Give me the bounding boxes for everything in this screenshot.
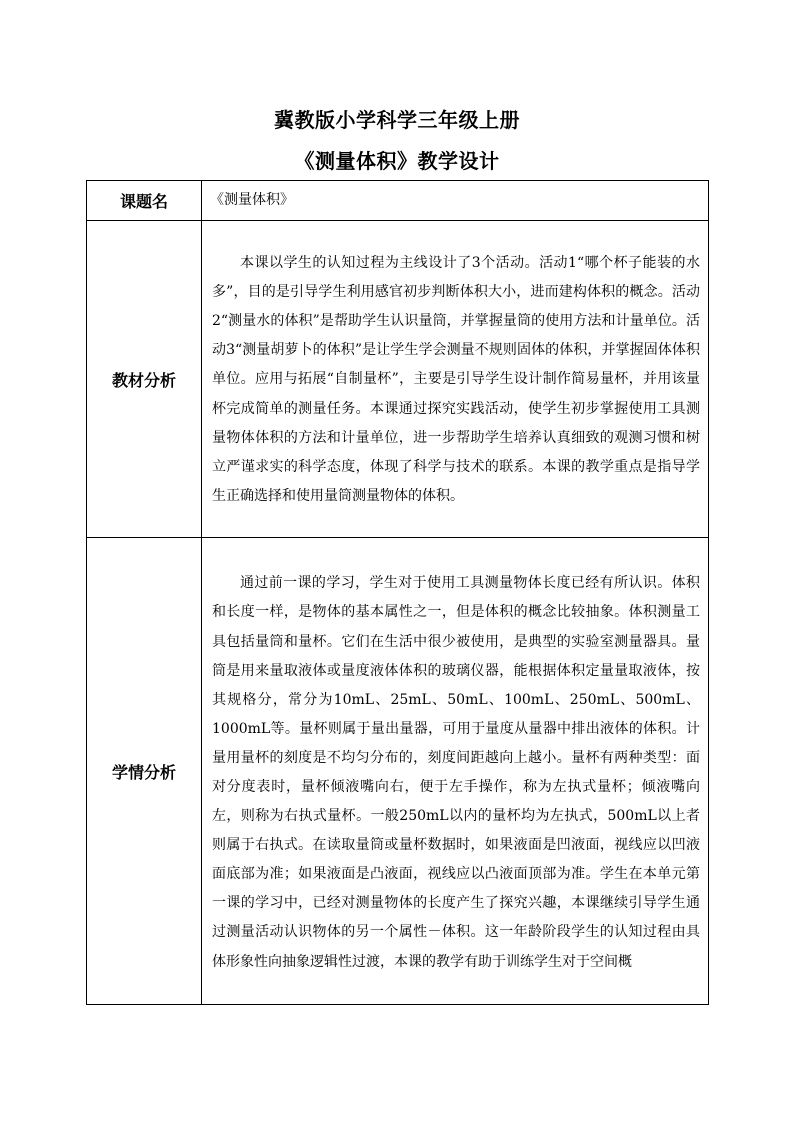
row-content-student-analysis bbox=[202, 538, 709, 1005]
student-analysis-text: 通过前一课的学习，学生对于使用工具测量物体长度已经有所认识。体积和长度一样，是物体的基本属性之一，但是体积的概念比较抽象。体积测量工具包括量筒和量杯。它们在生活中很少被使用，是典型的实验室测量器具。量筒是用来量取液体或量度液体体积的玻璃仪器，能根据体积定量量取液体，按其规格分，常分为10mL、25mL、50mL、100mL、250mL、500mL、1000mL等。量杯则属于量出量器，可用于量度从量器中排出液体的体积。计量用量杯的刻度是不均匀分布的，刻度间距越向上越小。量杯有两种类型：面对分度表时，量杯倾液嘴向右，便于左手操作，称为左执式量杯；倾液嘴向左，则称为右执式量杯。一般250mL以内的量杯均为左执式，500mL以上者则属于右执式。在读取量筒或量杯数据时，如果液面是凹液面，视线应以凹液面底部为准；如果液面是凸液面，视线应以凸液面顶部为准。学生在本单元第一课的学习中，已经对测量物体的长度产生了探究兴趣，本课继续引导学生通过测量活动认识物体的另一个属性－体积。这一年龄阶段学生的认知过程由具体形象性向抽象逻辑性过渡，本课的教学有助于训练学生对于空间概 bbox=[212, 575, 700, 970]
table-row-topic bbox=[87, 181, 709, 221]
material-analysis-text: 本课以学生的认知过程为主线设计了3个活动。活动1“哪个杯子能装的水多”，目的是引导学生利用感官初步判断体积大小，进而建构体积的概念。活动2“测量水的体积”是帮助学生认识量筒，并掌握量筒的使用方法和计量单位。活动3“测量胡萝卜的体积”是让学生学会测量不规则固体的体积，并掌握固体体积单位。应用与拓展“自制量杯”，主要是引导学生设计制作简易量杯，并用该量杯完成简单的测量任务。本课通过探究实践活动，使学生初步掌握使用工具测量物体体积的方法和计量单位，进一步帮助学生培养认真细致的观测习惯和树立严谨求实的科学态度，体现了科学与技术的联系。本课的教学重点是指导学生正确选择和使用量筒测量物体的体积。 bbox=[212, 255, 700, 504]
topic-text: 《测量体积》 bbox=[210, 191, 294, 208]
lesson-plan-table bbox=[86, 180, 709, 1005]
table-row-student-analysis bbox=[87, 538, 709, 1005]
row-content-topic bbox=[202, 181, 709, 221]
row-content-material-analysis bbox=[202, 221, 709, 538]
document-subtitle: 《测量体积》教学设计 bbox=[294, 149, 500, 173]
row-label-topic: 课题名 bbox=[87, 181, 202, 221]
row-label-student-analysis: 学情分析 bbox=[87, 538, 202, 1005]
row-label-material-analysis: 教材分析 bbox=[87, 221, 202, 538]
document-title: 冀教版小学科学三年级上册 bbox=[274, 108, 520, 132]
table-row-material-analysis bbox=[87, 221, 709, 538]
